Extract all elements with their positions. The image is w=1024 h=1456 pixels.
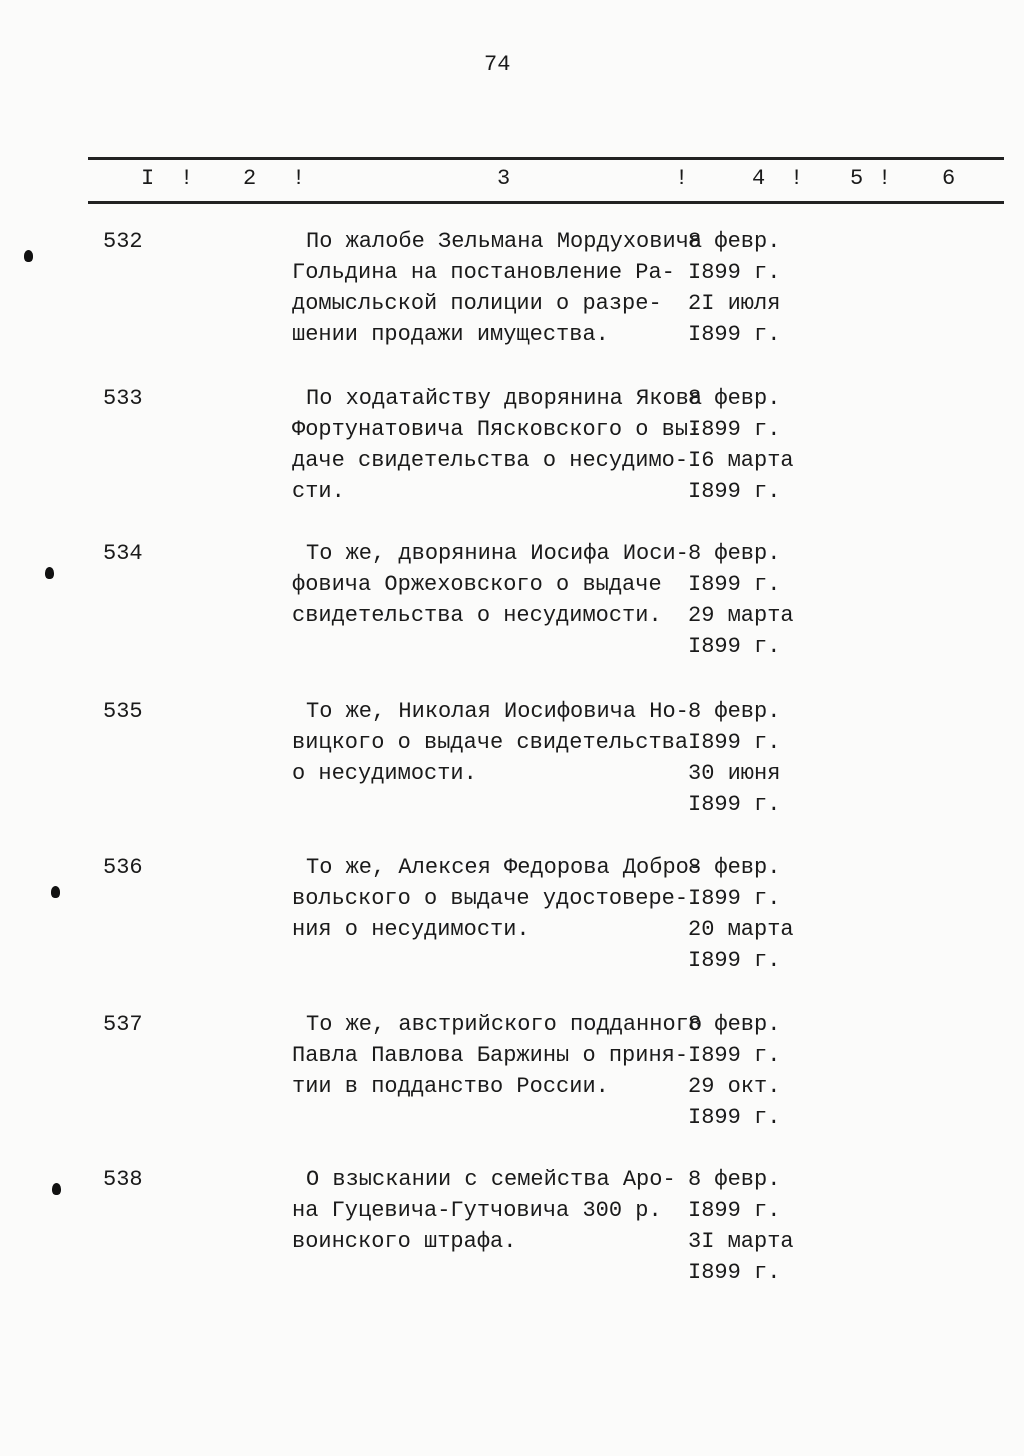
col-separator: ! xyxy=(675,166,689,191)
table-row xyxy=(0,1167,1024,1297)
description-line: шении продажи имущества. xyxy=(292,322,609,347)
date-line: 8 февр. xyxy=(688,386,781,411)
description-line: воинского штрафа. xyxy=(292,1229,517,1254)
col-2-header: 2 xyxy=(243,166,257,191)
table-header-bottom-rule xyxy=(88,201,1004,204)
entry-number: 535 xyxy=(103,699,143,724)
date-line: 8 февр. xyxy=(688,1167,781,1192)
date-line: 29 окт. xyxy=(688,1074,781,1099)
punch-hole-mark xyxy=(52,1183,61,1195)
date-line: 29 марта xyxy=(688,603,794,628)
description-line: вицкого о выдаче свидетельства xyxy=(292,730,689,755)
col-separator: ! xyxy=(790,166,804,191)
table-row xyxy=(0,229,1024,359)
description-line: свидетельства о несудимости. xyxy=(292,603,662,628)
date-line: I899 г. xyxy=(688,1260,781,1285)
table-row xyxy=(0,386,1024,516)
date-line: 8 февр. xyxy=(688,855,781,880)
date-line: I899 г. xyxy=(688,634,781,659)
date-line: 8 февр. xyxy=(688,541,781,566)
date-line: I899 г. xyxy=(688,1198,781,1223)
date-line: I899 г. xyxy=(688,417,781,442)
description-line: То же, дворянина Иосифа Иоси- xyxy=(306,541,689,566)
table-row xyxy=(0,699,1024,829)
date-line: 2I июля xyxy=(688,291,781,316)
entry-number: 536 xyxy=(103,855,143,880)
description-line: даче свидетельства о несудимо- xyxy=(292,448,689,473)
date-line: I899 г. xyxy=(688,1043,781,1068)
date-line: 8 февр. xyxy=(688,699,781,724)
description-line: Павла Павлова Баржины о приня- xyxy=(292,1043,689,1068)
date-line: I899 г. xyxy=(688,792,781,817)
date-line: I899 г. xyxy=(688,572,781,597)
col-3-header: 3 xyxy=(497,166,511,191)
description-line: По жалобе Зельмана Мордуховича xyxy=(306,229,703,254)
entry-number: 532 xyxy=(103,229,143,254)
punch-hole-mark xyxy=(24,250,33,262)
col-6-header: 6 xyxy=(942,166,956,191)
col-1-header: I xyxy=(141,166,155,191)
entry-number: 533 xyxy=(103,386,143,411)
description-line: По ходатайству дворянина Якова xyxy=(306,386,703,411)
col-5-header: 5 xyxy=(850,166,864,191)
date-line: 20 марта xyxy=(688,917,794,942)
description-line: Гольдина на постановление Ра- xyxy=(292,260,675,285)
description-line: на Гуцевича-Гутчовича 300 р. xyxy=(292,1198,662,1223)
date-line: I899 г. xyxy=(688,730,781,755)
description-line: Фортунатовича Пясковского о вы- xyxy=(292,417,702,442)
description-line: вольского о выдаче удостовере- xyxy=(292,886,689,911)
date-line: I899 г. xyxy=(688,479,781,504)
description-line: То же, австрийского подданного xyxy=(306,1012,703,1037)
description-line: То же, Алексея Федорова Добро- xyxy=(306,855,703,880)
entry-number: 538 xyxy=(103,1167,143,1192)
table-header-top-rule xyxy=(88,157,1004,160)
date-line: I6 марта xyxy=(688,448,794,473)
col-separator: ! xyxy=(292,166,306,191)
description-line: То же, Николая Иосифовича Но- xyxy=(306,699,689,724)
description-line: домысльской полиции о разре- xyxy=(292,291,662,316)
entry-number: 534 xyxy=(103,541,143,566)
col-separator: ! xyxy=(878,166,892,191)
date-line: 8 февр. xyxy=(688,1012,781,1037)
description-line: ния о несудимости. xyxy=(292,917,530,942)
date-line: I899 г. xyxy=(688,1105,781,1130)
description-line: фовича Оржеховского о выдаче xyxy=(292,572,662,597)
page-number: 74 xyxy=(484,52,511,77)
description-line: сти. xyxy=(292,479,345,504)
punch-hole-mark xyxy=(45,567,54,579)
table-row xyxy=(0,1012,1024,1142)
date-line: 30 июня xyxy=(688,761,781,786)
col-separator: ! xyxy=(180,166,194,191)
description-line: тии в подданство России. xyxy=(292,1074,609,1099)
entry-number: 537 xyxy=(103,1012,143,1037)
table-row xyxy=(0,855,1024,985)
description-line: О взыскании с семейства Аро- xyxy=(306,1167,676,1192)
date-line: 8 февр. xyxy=(688,229,781,254)
col-4-header: 4 xyxy=(752,166,766,191)
date-line: 3I марта xyxy=(688,1229,794,1254)
date-line: I899 г. xyxy=(688,260,781,285)
punch-hole-mark xyxy=(51,886,60,898)
date-line: I899 г. xyxy=(688,886,781,911)
table-row xyxy=(0,541,1024,671)
date-line: I899 г. xyxy=(688,322,781,347)
description-line: о несудимости. xyxy=(292,761,477,786)
date-line: I899 г. xyxy=(688,948,781,973)
